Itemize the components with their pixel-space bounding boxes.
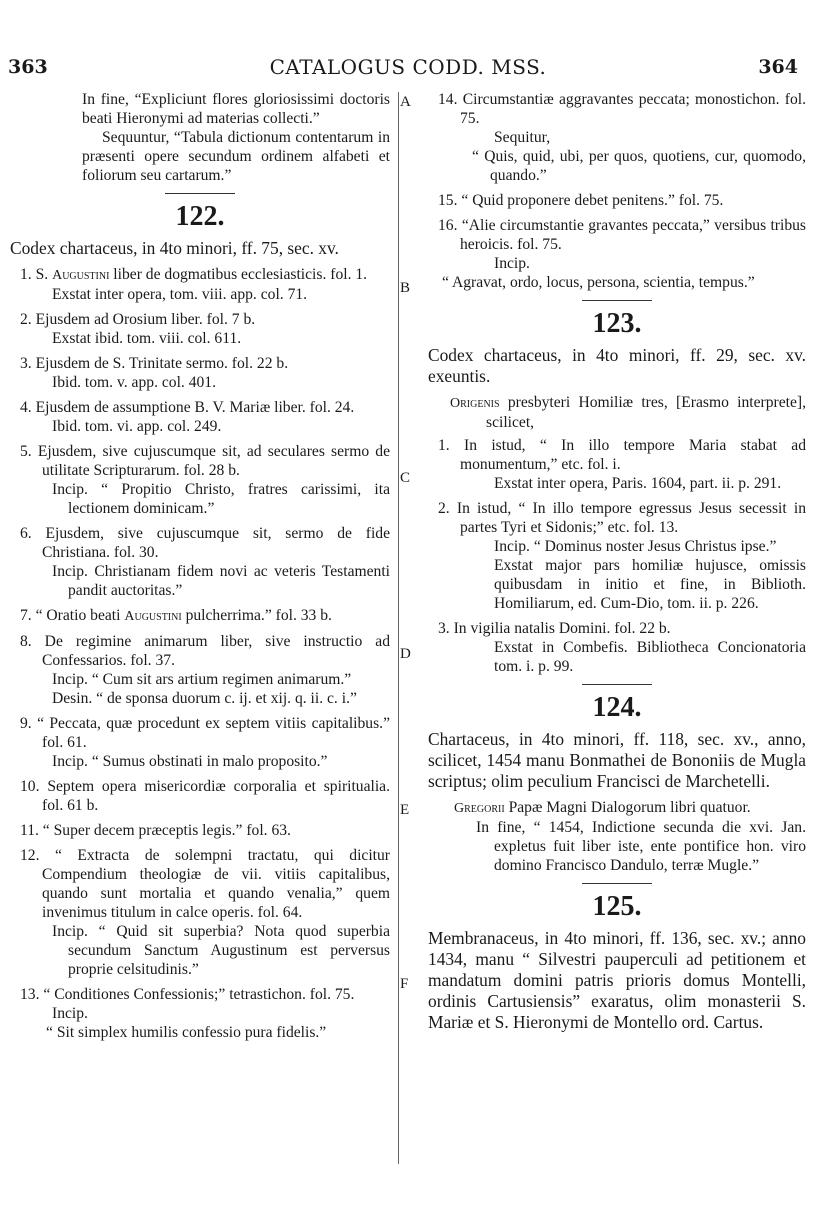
work-heading: Origenis presbyteri Homiliæ tres, [Erasmo interprete], scilicet, — [450, 394, 806, 431]
entry-note: Ibid. tom. vi. app. col. 249. — [52, 418, 222, 435]
entry-incipit: Incip. “ Quid sit superbia? Nota quod superbia secundum Sanctum Augustinum est perversus proprie celsitudinis.” — [52, 923, 390, 978]
entry-item: 2. In istud, “ In illo tempore egressus Jesus secessit in partes Tyri et Sidonis;” etc. fol. 13. — [438, 500, 806, 536]
entry-incipit: Incip. — [494, 255, 530, 272]
entry-item: 13. “ Conditiones Confessionis;” tetrastichon. fol. 75. — [20, 986, 355, 1003]
entry-incipit: Incip. — [52, 1005, 88, 1022]
margin-letter-d: D — [400, 646, 411, 662]
section-rule — [582, 300, 652, 301]
entry-item: 14. Circumstantiæ aggravantes peccata; monostichon. fol. 75. — [438, 91, 806, 127]
section-rule — [582, 883, 652, 884]
page-number-left: 363 — [8, 56, 48, 78]
codex-description-123: Codex chartaceus, in 4to minori, ff. 29, sec. xv. exeuntis. — [428, 345, 806, 386]
codex-number-123: 123. — [592, 308, 642, 339]
entry-item: 1. S. Augustini liber de dogmatibus ecclesiasticis. fol. 1. — [20, 266, 368, 283]
entry-desinit: Desin. “ de sponsa duorum c. ij. et xij. q. ii. c. i.” — [52, 690, 357, 707]
margin-letter-c: C — [400, 470, 411, 486]
margin-letter-f: F — [400, 976, 409, 992]
codex-description-122: Codex chartaceus, in 4to minori, ff. 75, sec. xv. — [10, 238, 339, 258]
entry-item: 3. In vigilia natalis Domini. fol. 22 b. — [438, 620, 671, 637]
left-column — [10, 90, 390, 1042]
entry-note: Exstat ibid. tom. viii. col. 611. — [52, 330, 242, 347]
entry-item: 8. De regimine animarum liber, sive instructio ad Confessarios. fol. 37. — [20, 633, 390, 669]
entry-item: 7. “ Oratio beati Augustini pulcherrima.” fol. 33 b. — [20, 607, 332, 624]
intro-paragraph-2: Sequuntur, “Tabula dictionum contentarum in præsenti opere secundum ordinem alfabeti et foliorum seu cartarum.” — [82, 129, 390, 184]
entry-incipit: Incip. Christianam fidem novi ac veteris Testamenti pandit auctoritas.” — [52, 563, 390, 599]
entry-incipit: Incip. “ Propitio Christo, fratres carissimi, ita lectionem dominicam.” — [52, 481, 390, 517]
entry-note: Ibid. tom. v. app. col. 401. — [52, 374, 217, 391]
running-title: CATALOGUS CODD. MSS. — [269, 55, 547, 79]
entry-verse: “ Sit simplex humilis confessio pura fidelis.” — [46, 1024, 327, 1041]
entry-note: In fine, “ 1454, Indictione secunda die xvi. Jan. expletus fuit liber iste, ente pontifice hon. viro domino Francisco Dandulo, terræ Mugle.” — [476, 819, 806, 874]
entry-item: 11. “ Super decem præceptis legis.” fol. 63. — [20, 822, 291, 839]
entry-verse: “ Agravat, ordo, locus, persona, scientia, tempus.” — [442, 274, 755, 291]
codex-number-125: 125. — [592, 891, 642, 922]
entry-item: 16. “Alie circumstantie gravantes peccata,” versibus tribus heroicis. fol. 75. — [438, 217, 806, 253]
codex-number-124: 124. — [592, 692, 642, 723]
margin-letter-e: E — [400, 802, 410, 818]
entry-item: 6. Ejusdem, sive cujuscumque sit, sermo de fide Christiana. fol. 30. — [20, 525, 390, 561]
entry-note: Exstat major pars homiliæ hujusce, omissis quibusdam in initio et fine, in Biblioth. Homiliarum, ed. Cum-Dio, tom. ii. p. 226. — [494, 557, 806, 612]
column-divider — [398, 92, 399, 1164]
margin-letter-a: A — [400, 94, 411, 110]
entry-note: Exstat inter opera, Paris. 1604, part. ii. p. 291. — [494, 475, 782, 492]
entry-item: 1. In istud, “ In illo tempore Maria stabat ad monumentum,” etc. fol. i. — [438, 437, 806, 473]
section-rule — [165, 193, 235, 194]
intro-paragraph-1: In fine, “Expliciunt flores gloriosissimi doctoris beati Hieronymi ad materias collecti.” — [82, 91, 390, 127]
codex-number-122: 122. — [175, 201, 225, 232]
right-column — [428, 90, 806, 1039]
entry-incipit: Incip. “ Cum sit ars artium regimen animarum.” — [52, 671, 352, 688]
work-heading: Gregorii Papæ Magni Dialogorum libri quatuor. — [454, 799, 751, 816]
entry-item: 3. Ejusdem de S. Trinitate sermo. fol. 22 b. — [20, 355, 289, 372]
entry-incipit: Incip. “ Sumus obstinati in malo proposito.” — [52, 753, 328, 770]
entry-note: Sequitur, — [494, 129, 551, 146]
entry-note: Exstat inter opera, tom. viii. app. col. 71. — [52, 286, 308, 303]
entry-note: Exstat in Combefis. Bibliotheca Concionatoria tom. i. p. 99. — [494, 639, 806, 675]
entry-item: 2. Ejusdem ad Orosium liber. fol. 7 b. — [20, 311, 256, 328]
section-rule — [582, 684, 652, 685]
codex-description-124: Chartaceus, in 4to minori, ff. 118, sec. xv., anno, scilicet, 1454 manu Bonmathei de Bononiis de Mugla scriptus; olim peculium Francisci de Marchetelli. — [428, 729, 806, 791]
entry-item: 9. “ Peccata, quæ procedunt ex septem vitiis capitalibus.” fol. 61. — [20, 715, 390, 751]
entry-item: 5. Ejusdem, sive cujuscumque sit, ad seculares sermo de utilitate Scripturarum. fol. 28 b. — [20, 443, 390, 479]
entry-item: 4. Ejusdem de assumptione B. V. Mariæ liber. fol. 24. — [20, 399, 355, 416]
entry-item: 12. “ Extracta de solempni tractatu, qui dicitur Compendium theologiæ de vii. vitiis capitalibus, quando sunt mortalia et quando venalia,” quem invenimus titulum in calce operis. fol. 64. — [20, 847, 390, 921]
entry-item: 15. “ Quid proponere debet penitens.” fol. 75. — [438, 192, 724, 209]
margin-letter-b: B — [400, 280, 411, 296]
running-header — [0, 52, 816, 82]
codex-description-125: Membranaceus, in 4to minori, ff. 136, sec. xv.; anno 1434, manu “ Silvestri pauperculi ad petitionem et mandatum domini patris prioris domus Montelli, ordinis Cartusiensis” exaratus, olim monasterii S. Mariæ et S. Hieronymi de Montello ord. Cartus. — [428, 928, 806, 1032]
entry-verse: “ Quis, quid, ubi, per quos, quotiens, cur, quomodo, quando.” — [472, 148, 806, 184]
entry-item: 10. Septem opera misericordiæ corporalia et spiritualia. fol. 61 b. — [20, 778, 390, 814]
entry-incipit: Incip. “ Dominus noster Jesus Christus ipse.” — [494, 538, 777, 555]
page-number-right: 364 — [758, 56, 798, 78]
